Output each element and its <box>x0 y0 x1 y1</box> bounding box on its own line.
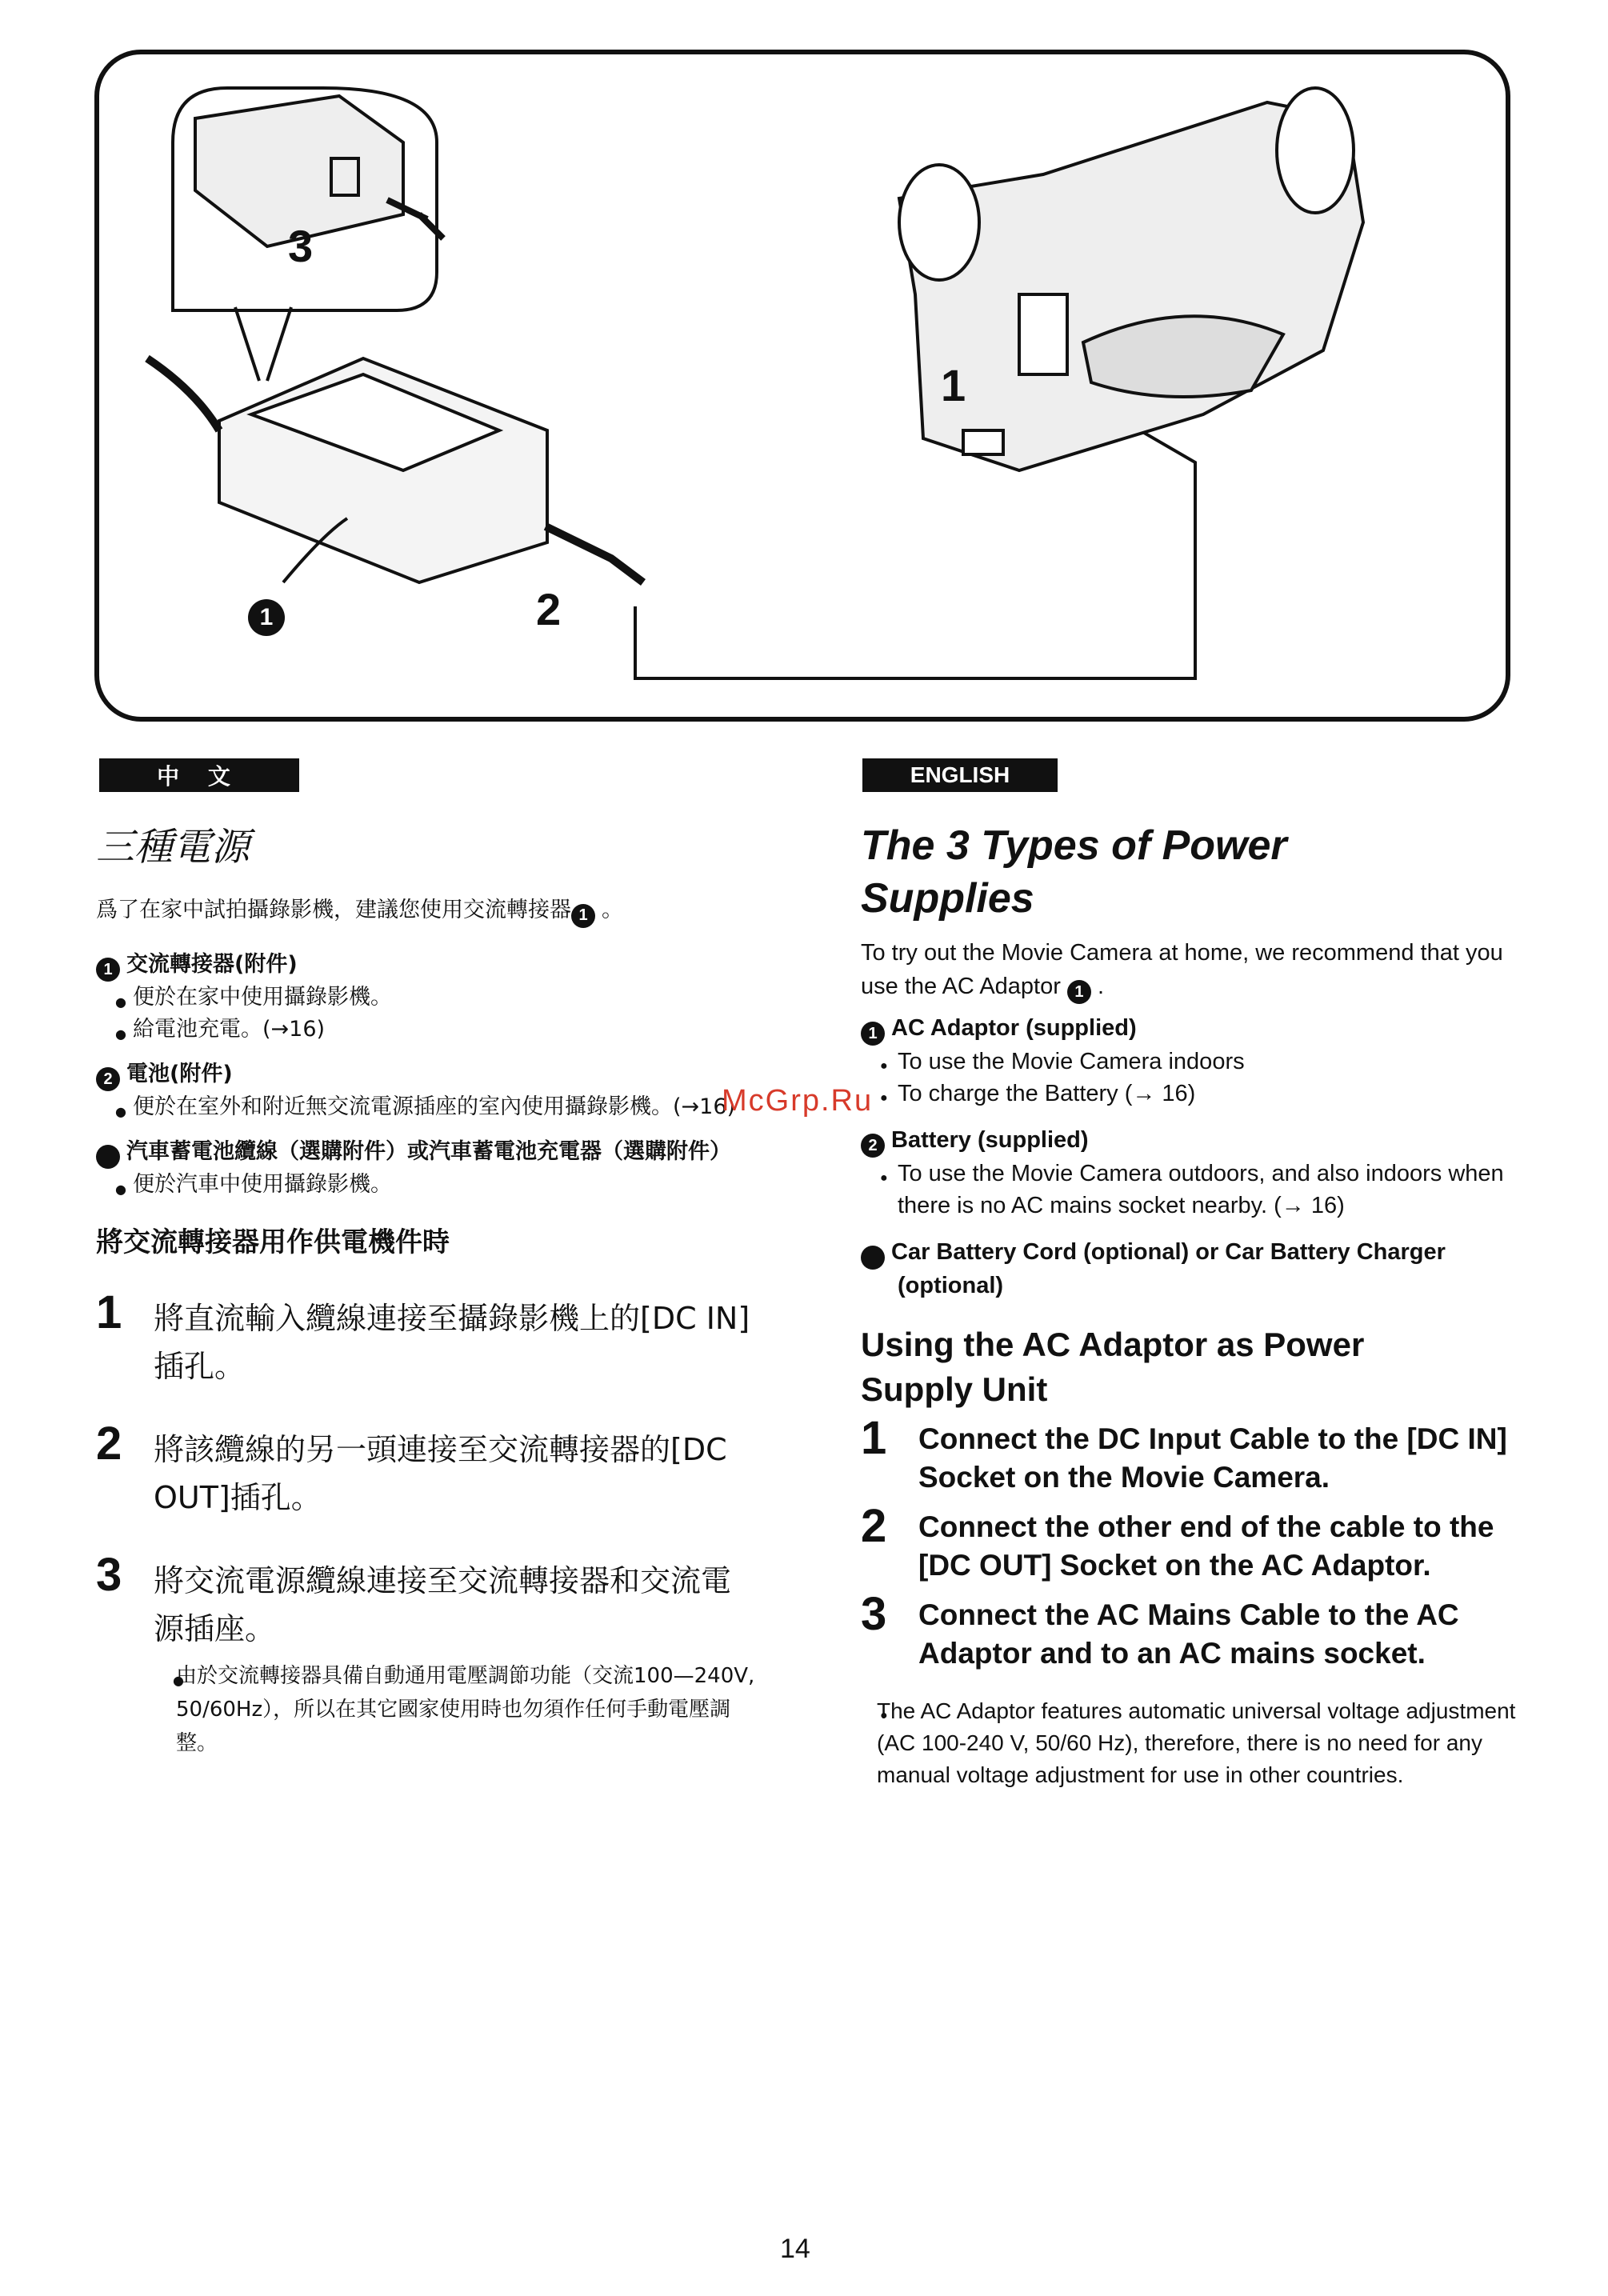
english-lang-bar: ENGLISH <box>862 758 1058 792</box>
chinese-note: ● 由於交流轉接器具備自動通用電壓調節功能（交流100—240V, 50/60Hz），所以在其它國家使用時也勿須作任何手動電壓調整。 <box>154 1659 760 1760</box>
callout-2: 2 <box>536 584 562 634</box>
chinese-step-2: 2 將該纜線的另一頭連接至交流轉接器的[DC OUT]插孔。 <box>96 1417 727 1515</box>
chinese-step-3: 3 將交流電源纜線連接至交流轉接器和交流電源插座。 <box>96 1548 732 1646</box>
english-column <box>836 819 1517 1791</box>
chinese-lang-bar: 中 文 <box>99 758 299 792</box>
chinese-item-2: 2 電池(附件) ● 便於在室外和附近無交流電源插座的室內使用攝錄影機。(→16) <box>96 1058 760 1123</box>
chinese-item-1: 1 交流轉接器(附件) ● 便於在家中使用攝錄影機。 ● 給電池充電。(→16) <box>96 949 760 1046</box>
english-item-2: 2 Battery (supplied) ● To use the Movie Camera outdoors, and also indoors when there is no AC mains socket nearby. (→ 16) <box>861 1124 1517 1222</box>
page-number: 14 <box>780 2234 810 2264</box>
watermark: McGrp.Ru <box>722 1084 874 1118</box>
callout-3: 3 <box>288 221 314 271</box>
english-item-3: 3 Car Battery Cord (optional) or Car Battery Charger (optional) <box>836 1239 1446 1298</box>
english-note: ● The AC Adaptor features automatic universal voltage adjustment (AC 100-240 V, 50/60 Hz), therefore, there is no need for any manual voltage adjustment for use in other countries. <box>861 1695 1517 1791</box>
english-step-1: 1 Connect the DC Input Cable to the [DC IN] Socket on the Movie Camera. <box>861 1412 1507 1494</box>
illustration-frame <box>94 50 1510 722</box>
english-title: The 3 Types of Power Supplies <box>861 822 1287 922</box>
chinese-step-1: 1 將直流輸入纜線連接至攝錄影機上的[DC IN]插孔。 <box>96 1286 750 1384</box>
english-intro: To try out the Movie Camera at home, we recommend that you use the AC Adaptor 1 . <box>861 936 1517 1004</box>
english-subheading: Using the AC Adaptor as Power Supply Unit <box>861 1326 1365 1408</box>
chinese-item-3: 3 汽車蓄電池纜線（選購附件）或汽車蓄電池充電器（選購附件） ● 便於汽車中使用攝錄影機。 <box>96 1136 760 1201</box>
chinese-subheading: 將交流轉接器用作供電機件時 <box>96 1226 450 1258</box>
callout-1-camera: 1 <box>941 360 966 410</box>
chinese-intro: 爲了在家中試拍攝錄影機，建議您使用交流轉接器 1 。 <box>96 892 760 928</box>
connection-diagram <box>99 54 1506 717</box>
english-step-3: 3 Connect the AC Mains Cable to the AC Adaptor and to an AC mains socket. <box>861 1588 1459 1670</box>
english-item-1: 1 AC Adaptor (supplied) ● To use the Movie Camera indoors ● To charge the Battery (→ 16) <box>861 1012 1517 1110</box>
chinese-column <box>71 816 760 1760</box>
english-step-2: 2 Connect the other end of the cable to the [DC OUT] Socket on the AC Adaptor. <box>861 1500 1494 1582</box>
callout-1-adaptor: 1 <box>248 587 291 636</box>
chinese-title: 三種電源 <box>96 825 250 870</box>
